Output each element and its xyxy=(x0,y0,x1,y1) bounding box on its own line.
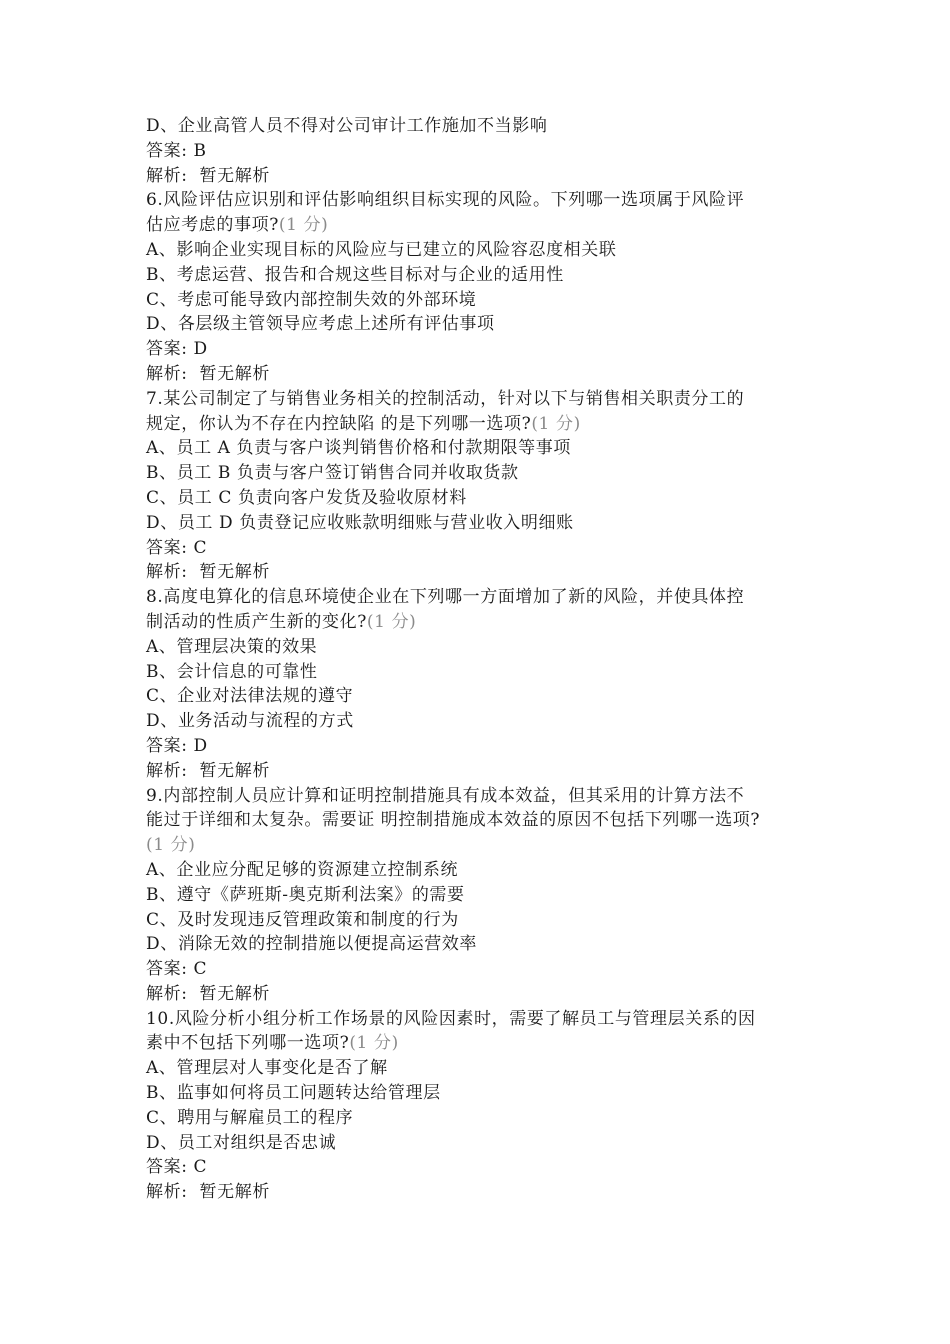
answer: 答案: B xyxy=(146,140,207,161)
option-c: C、考虑可能导致内部控制失效的外部环境 xyxy=(146,289,477,310)
question-stem-cont: 能过于详细和太复杂。需要证 明控制措施成本效益的原因不包括下列哪一选项? xyxy=(146,810,761,831)
analysis: 解析: 暂无解析 xyxy=(146,165,270,186)
score-label: (1 分) xyxy=(278,215,329,236)
option-a: A、影响企业实现目标的风险应与已建立的风险容忍度相关联 xyxy=(146,239,617,260)
score-label: (1 分) xyxy=(366,611,417,632)
question-stem: 7.某公司制定了与销售业务相关的控制活动，针对以下与销售相关职责分工的 xyxy=(146,388,745,409)
option-b: B、会计信息的可靠性 xyxy=(146,661,318,682)
option-a: A、企业应分配足够的资源建立控制系统 xyxy=(146,859,459,880)
analysis: 解析: 暂无解析 xyxy=(146,760,270,781)
question-stem: 8.高度电算化的信息环境使企业在下列哪一方面增加了新的风险，并使具体控 xyxy=(146,587,745,608)
analysis: 解析: 暂无解析 xyxy=(146,1182,270,1203)
option-d: D、员工 D 负责登记应收账款明细账与营业收入明细账 xyxy=(146,512,574,533)
document-body xyxy=(146,114,826,1205)
question-stem: 9.内部控制人员应计算和证明控制措施具有成本效益，但其采用的计算方法不 xyxy=(146,785,745,806)
option-d: D、业务活动与流程的方式 xyxy=(146,711,354,732)
question-stem-cont: 规定，你认为不存在内控缺陷 的是下列哪一选项?(1 分) xyxy=(146,413,581,434)
answer: 答案: D xyxy=(146,339,208,360)
answer: 答案: C xyxy=(146,1157,208,1178)
analysis: 解析: 暂无解析 xyxy=(146,363,270,384)
question-10 xyxy=(146,1007,826,1205)
question-9 xyxy=(146,784,826,1007)
score-label: (1 分) xyxy=(349,1033,399,1054)
answer: 答案: C xyxy=(146,537,208,558)
option-b: B、监事如何将员工问题转达给管理层 xyxy=(146,1083,441,1104)
option-b: B、遵守《萨班斯-奥克斯利法案》的需要 xyxy=(146,884,465,905)
analysis: 解析: 暂无解析 xyxy=(146,562,270,583)
analysis: 解析: 暂无解析 xyxy=(146,983,270,1004)
option-d: D、员工对组织是否忠诚 xyxy=(146,1132,337,1153)
option-d: D、消除无效的控制措施以便提高运营效率 xyxy=(146,934,478,955)
option-d: D、企业高管人员不得对公司审计工作施加不当影响 xyxy=(146,116,548,136)
option-a: A、员工 A 负责与客户谈判销售价格和付款期限等事项 xyxy=(146,438,571,459)
question-6 xyxy=(146,188,826,386)
option-a: A、管理层决策的效果 xyxy=(146,636,318,657)
question-8 xyxy=(146,585,826,783)
question-stem-cont: 素中不包括下列哪一选项?(1 分) xyxy=(146,1033,399,1054)
option-c: C、及时发现违反管理政策和制度的行为 xyxy=(146,909,459,930)
answer: 答案: C xyxy=(146,959,208,980)
answer: 答案: D xyxy=(146,735,208,756)
option-c: C、企业对法律法规的遵守 xyxy=(146,686,354,707)
option-d: D、各层级主管领导应考虑上述所有评估事项 xyxy=(146,314,495,335)
option-b: B、考虑运营、报告和合规这些目标对与企业的适用性 xyxy=(146,264,564,285)
option-c: C、员工 C 负责向客户发货及验收原材料 xyxy=(146,487,467,508)
option-b: B、员工 B 负责与客户签订销售合同并收取货款 xyxy=(146,463,519,484)
question-7 xyxy=(146,387,826,585)
question-stem-cont: 制活动的性质产生新的变化?(1 分) xyxy=(146,611,417,632)
score-label: (1 分) xyxy=(146,835,196,856)
option-c: C、聘用与解雇员工的程序 xyxy=(146,1107,354,1128)
question-stem: 10.风险分析小组分析工作场景的风险因素时，需要了解员工与管理层关系的因 xyxy=(146,1008,756,1029)
option-a: A、管理层对人事变化是否了解 xyxy=(146,1058,388,1079)
score-label: (1 分) xyxy=(531,413,581,434)
question-stem: 6.风险评估应识别和评估影响组织目标实现的风险。下列哪一选项属于风险评 xyxy=(146,190,745,211)
question-stem-cont: 估应考虑的事项?(1 分) xyxy=(146,215,329,236)
